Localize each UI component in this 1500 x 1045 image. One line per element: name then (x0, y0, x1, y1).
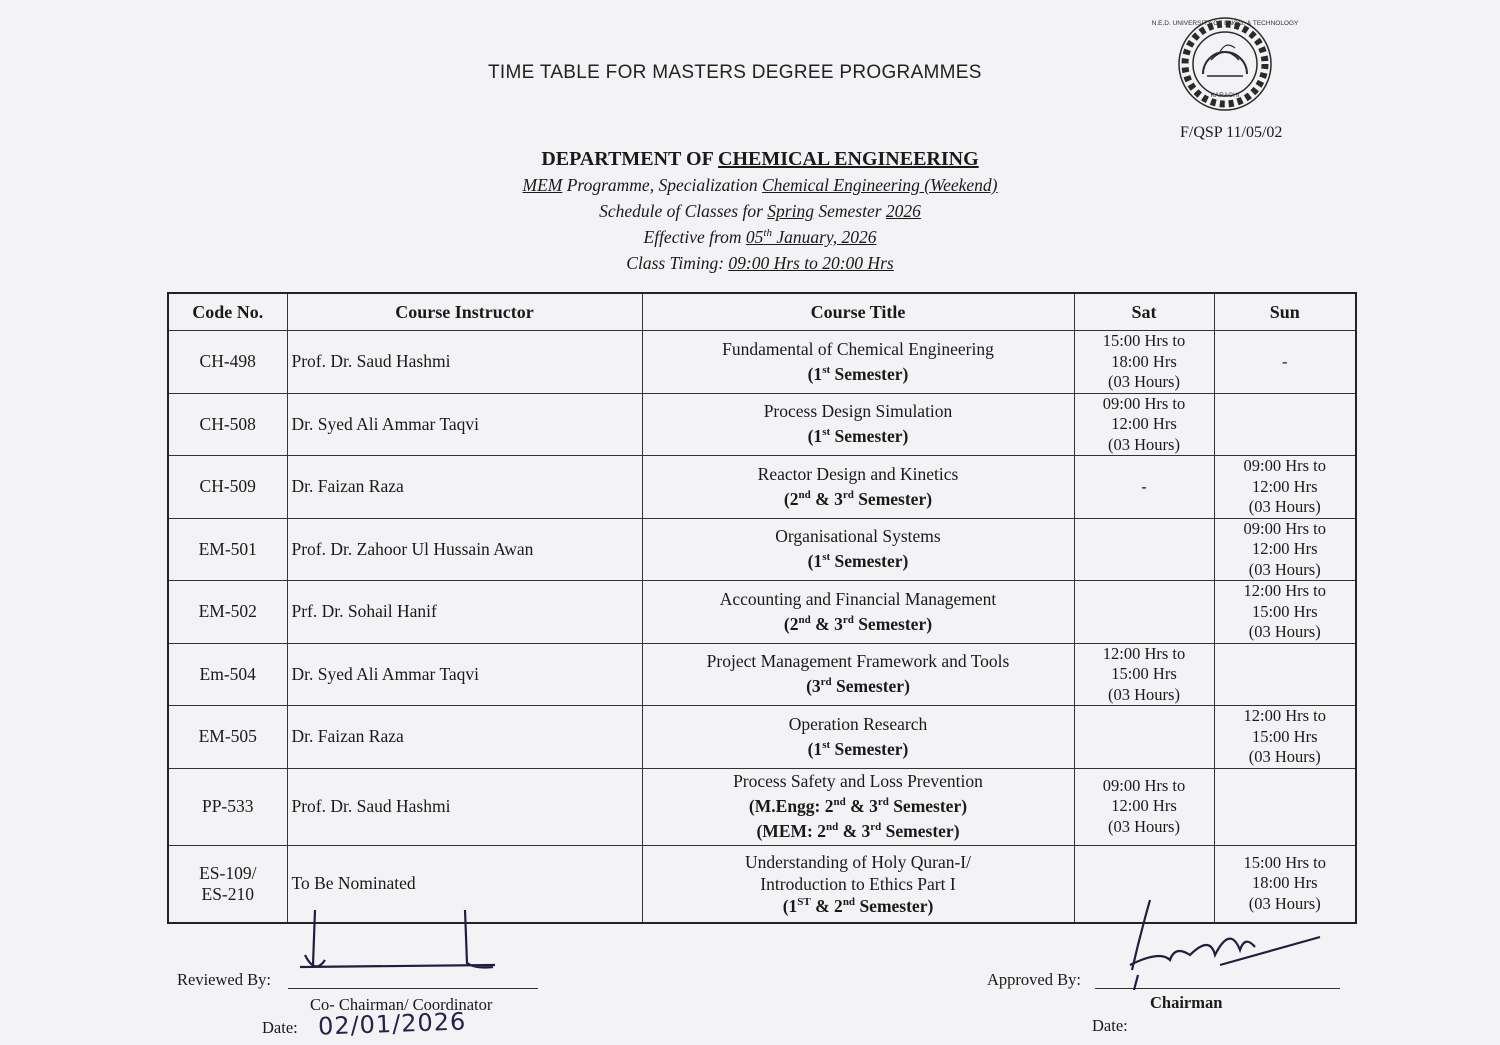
sat-slot (1074, 518, 1214, 581)
course-instructor: Dr. Faizan Raza (287, 706, 642, 769)
course-instructor: To Be Nominated (287, 845, 642, 923)
sat-slot: 15:00 Hrs to 18:00 Hrs (03 Hours) (1074, 331, 1214, 394)
sun-slot (1214, 393, 1356, 456)
course-code: ES-109/ ES-210 (168, 845, 287, 923)
sat-slot (1074, 581, 1214, 644)
course-instructor: Prof. Dr. Saud Hashmi (287, 768, 642, 845)
logo-top-text: N.E.D. UNIVERSITY OF ENGG. & TECHNOLOGY (1151, 20, 1299, 27)
table-row (168, 518, 1356, 581)
course-title: Project Management Framework and Tools (3rd Semester) (642, 643, 1074, 706)
sun-slot: 12:00 Hrs to 15:00 Hrs (03 Hours) (1214, 706, 1356, 769)
header-code: Code No. (168, 293, 287, 331)
course-title: Organisational Systems (1st Semester) (642, 518, 1074, 581)
course-instructor: Dr. Syed Ali Ammar Taqvi (287, 643, 642, 706)
university-logo (1151, 14, 1299, 114)
table-row (168, 643, 1356, 706)
reviewer-signature-line (288, 988, 538, 989)
course-title: Reactor Design and Kinetics (2nd & 3rd Semester) (642, 456, 1074, 519)
sun-slot: 12:00 Hrs to 15:00 Hrs (03 Hours) (1214, 581, 1356, 644)
schedule-line: Schedule of Classes for Spring Semester 2026 (599, 201, 921, 221)
page-title: TIME TABLE FOR MASTERS DEGREE PROGRAMMES (488, 62, 982, 83)
course-title: Process Design Simulation (1st Semester) (642, 393, 1074, 456)
sat-slot: - (1074, 456, 1214, 519)
approver-role: Chairman (1150, 993, 1223, 1012)
course-instructor: Prof. Dr. Saud Hashmi (287, 331, 642, 394)
course-title: Fundamental of Chemical Engineering (1st Semester) (642, 331, 1074, 394)
course-instructor: Prf. Dr. Sohail Hanif (287, 581, 642, 644)
logo-bottom-text: KARACHI (1210, 92, 1240, 99)
course-title: Operation Research (1st Semester) (642, 706, 1074, 769)
programme-line: MEM Programme, Specialization Chemical Engineering (Weekend) (522, 175, 998, 195)
table-row (168, 706, 1356, 769)
sun-slot: 09:00 Hrs to 12:00 Hrs (03 Hours) (1214, 518, 1356, 581)
table-row (168, 456, 1356, 519)
department-title: DEPARTMENT OF CHEMICAL ENGINEERING (541, 148, 979, 170)
sun-slot: 15:00 Hrs to 18:00 Hrs (03 Hours) (1214, 845, 1356, 923)
course-instructor: Dr. Syed Ali Ammar Taqvi (287, 393, 642, 456)
course-code: EM-505 (168, 706, 287, 769)
reviewer-signature (295, 905, 505, 985)
sun-slot (1214, 643, 1356, 706)
header-instructor: Course Instructor (287, 293, 642, 331)
course-code: Em-504 (168, 643, 287, 706)
course-code: CH-498 (168, 331, 287, 394)
course-code: EM-501 (168, 518, 287, 581)
table-header-row (168, 293, 1356, 331)
course-title: Process Safety and Loss Prevention (M.Engg: 2nd & 3rd Semester) (MEM: 2nd & 3rd Semester) (642, 768, 1074, 845)
course-code: PP-533 (168, 768, 287, 845)
course-code: CH-508 (168, 393, 287, 456)
sun-slot: - (1214, 331, 1356, 394)
table-row (168, 768, 1356, 845)
course-instructor: Dr. Faizan Raza (287, 456, 642, 519)
approve-date-label: Date: (1092, 1016, 1128, 1035)
timing-line: Class Timing: 09:00 Hrs to 20:00 Hrs (626, 253, 894, 273)
sun-slot (1214, 768, 1356, 845)
sun-slot: 09:00 Hrs to 12:00 Hrs (03 Hours) (1214, 456, 1356, 519)
sat-slot: 12:00 Hrs to 15:00 Hrs (03 Hours) (1074, 643, 1214, 706)
timetable (167, 292, 1357, 924)
reviewer-role: Co- Chairman/ Coordinator (310, 995, 493, 1014)
sat-slot: 09:00 Hrs to 12:00 Hrs (03 Hours) (1074, 393, 1214, 456)
course-code: CH-509 (168, 456, 287, 519)
sat-slot: 09:00 Hrs to 12:00 Hrs (03 Hours) (1074, 768, 1214, 845)
table-row (168, 331, 1356, 394)
form-code: F/QSP 11/05/02 (1180, 124, 1283, 141)
header-sat: Sat (1074, 293, 1214, 331)
header-title: Course Title (642, 293, 1074, 331)
table-row (168, 581, 1356, 644)
review-date-handwritten: 02/01/2026 (317, 1007, 467, 1041)
course-instructor: Prof. Dr. Zahoor Ul Hussain Awan (287, 518, 642, 581)
course-title: Accounting and Financial Management (2nd & 3rd Semester) (642, 581, 1074, 644)
approver-signature (1120, 895, 1330, 995)
review-date-label: Date: (262, 1018, 298, 1037)
approved-by-label: Approved By: (987, 970, 1081, 989)
header-block (430, 146, 1090, 276)
header-sun: Sun (1214, 293, 1356, 331)
table-row (168, 393, 1356, 456)
reviewed-by-label: Reviewed By: (177, 970, 271, 989)
effective-line: Effective from 05th January, 2026 (643, 227, 877, 247)
sat-slot (1074, 706, 1214, 769)
course-title: Understanding of Holy Quran-I/ Introduction to Ethics Part I (1ST & 2nd Semester) (642, 845, 1074, 923)
course-code: EM-502 (168, 581, 287, 644)
